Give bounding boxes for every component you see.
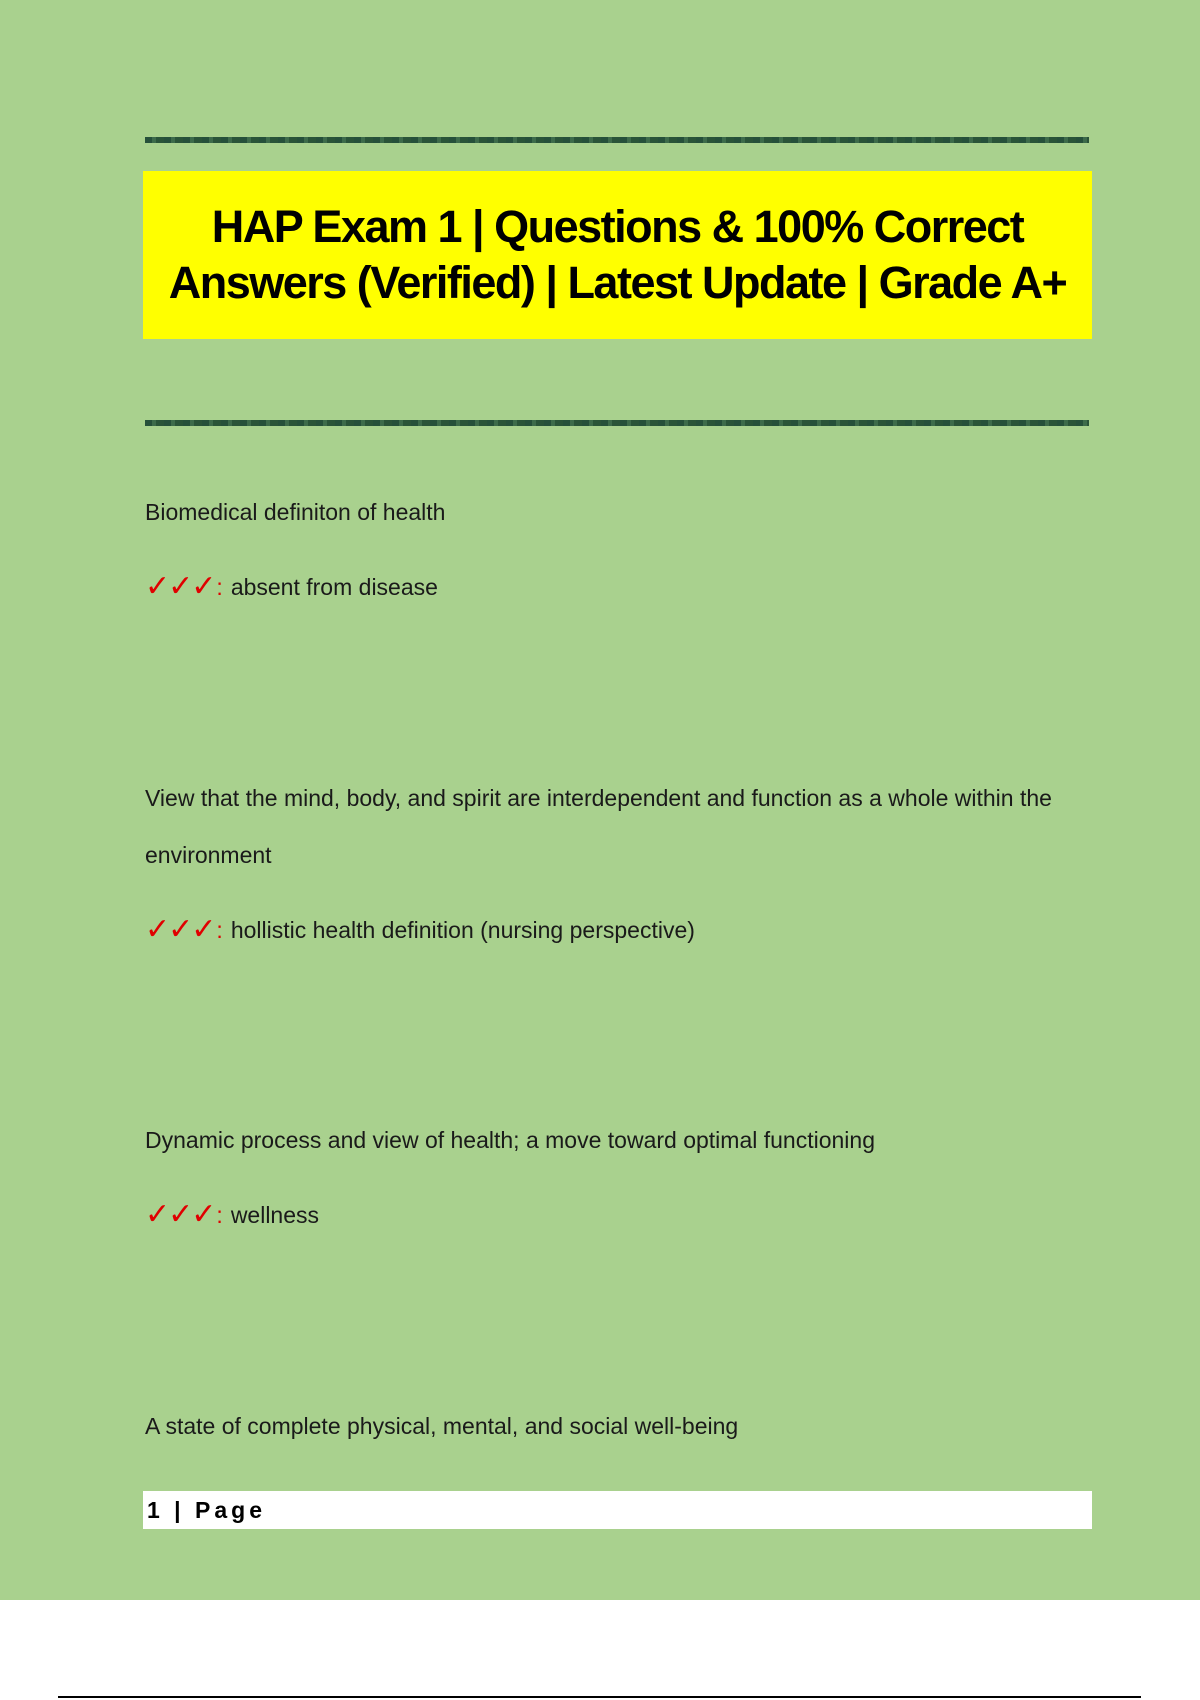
title-highlight [143, 171, 1092, 339]
question-text: Biomedical definiton of health [145, 499, 446, 525]
question-text: A state of complete physical, mental, and social well-being [145, 1413, 739, 1439]
checkmarks-icon: ✓✓✓ [145, 569, 215, 604]
question-text: View that the mind, body, and spirit are interdependent and function as a whole within the environment [145, 785, 1052, 868]
answer-colon: : [216, 574, 223, 600]
answer-colon: : [216, 1202, 223, 1228]
answer-colon: : [216, 917, 223, 943]
qa-item-4 [145, 1398, 1085, 1455]
page-bottom-rule [58, 1696, 1141, 1698]
checkmarks-icon: ✓✓✓ [145, 1197, 215, 1232]
checkmarks-icon: ✓✓✓ [145, 912, 215, 947]
top-divider [145, 137, 1089, 143]
page-number: 1 | Page [147, 1496, 266, 1523]
qa-item-3 [145, 1112, 1085, 1231]
answer-line [145, 1199, 1085, 1231]
answer-text: hollistic health definition (nursing perspective) [230, 917, 695, 943]
question-text: Dynamic process and view of health; a move toward optimal functioning [145, 1127, 875, 1153]
answer-text: absent from disease [230, 574, 438, 600]
answer-line [145, 571, 1085, 603]
answer-line [145, 914, 1085, 946]
answer-text: wellness [230, 1202, 320, 1228]
page-footer [143, 1491, 1092, 1529]
qa-item-1 [145, 484, 1085, 603]
qa-item-2 [145, 770, 1085, 946]
document-title: HAP Exam 1 | Questions & 100% Correct Answers (Verified) | Latest Update | Grade A+ [168, 201, 1067, 308]
bottom-divider [145, 420, 1089, 426]
